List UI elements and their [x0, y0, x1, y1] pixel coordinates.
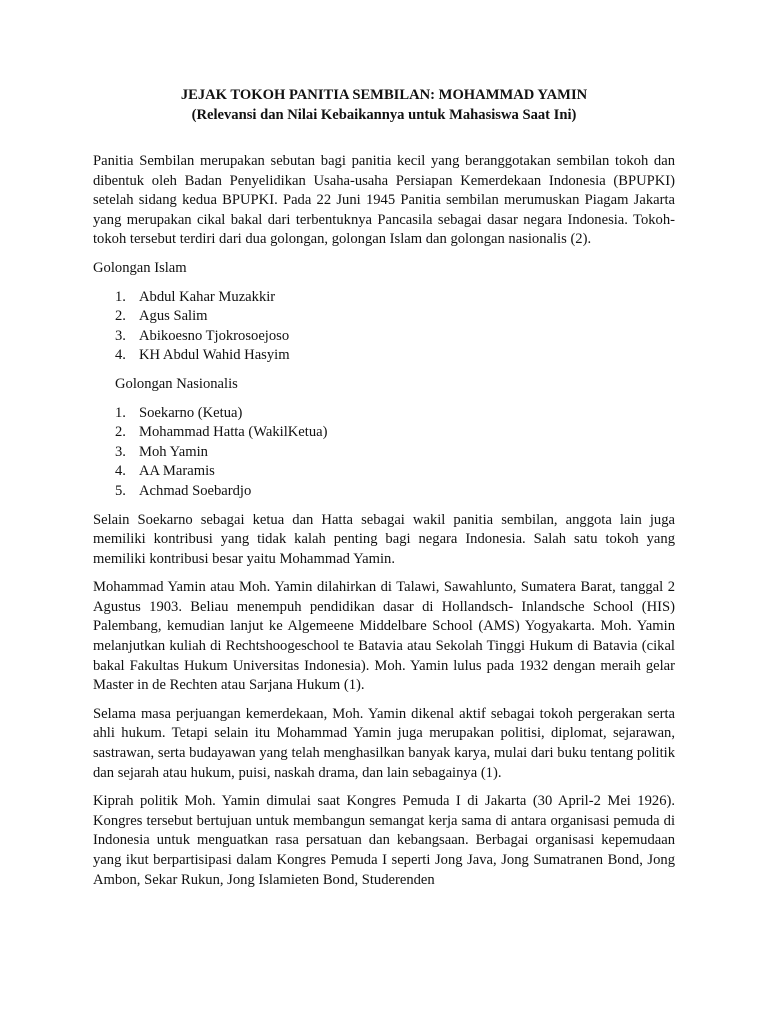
list-item [93, 288, 675, 308]
document-page [93, 86, 675, 899]
member-name: Soekarno (Ketua) [139, 404, 243, 421]
list-item [93, 482, 675, 502]
body-paragraph: Kiprah politik Moh. Yamin dimulai saat Kongres Pemuda I di Jakarta (30 April-2 Mei 1926). Kongres tersebut bertujuan untuk membangun semangat kerja sama di antara organisasi pemuda di Indonesia untuk menguatkan rasa persatuan dan kebangsaan. Berbagai organisasi kepemudaan yang ikut berpartisipasi dalam Kongres Pemuda I seperti Jong Java, Jong Sumatranen Bond, Jong Ambon, Sekar Rukun, Jong Islamieten Bond, Studerenden [93, 793, 675, 888]
list-number: 2. [115, 424, 126, 441]
list-item [93, 443, 675, 463]
nationalist-group-label: Golongan Nasionalis [115, 375, 238, 392]
list-item [93, 307, 675, 327]
member-name: AA Maramis [139, 463, 215, 480]
member-name: Mohammad Hatta (WakilKetua) [139, 424, 328, 441]
list-number: 3. [115, 443, 126, 460]
member-name: Abikoesno Tjokrosoejoso [139, 327, 290, 344]
member-name: Moh Yamin [139, 443, 208, 460]
list-item [93, 462, 675, 482]
list-item [93, 327, 675, 347]
list-item [93, 346, 675, 366]
member-name: Abdul Kahar Muzakkir [139, 288, 276, 305]
list-number: 2. [115, 308, 126, 325]
list-number: 1. [115, 288, 126, 305]
body-paragraph: Selama masa perjuangan kemerdekaan, Moh. Yamin dikenal aktif sebagai tokoh pergerakan serta ahli hukum. Tetapi selain itu Mohammad Yamin juga merupakan politisi, diplomat, sejarawan, sastrawan, serta budayawan yang telah menghasilkan banyak karya, mulai dari buku tentang politik dan sejarah atau hukum, puisi, naskah drama, dan lain sebagainya (1). [93, 705, 675, 781]
member-name: Achmad Soebardjo [139, 482, 252, 499]
body-paragraph: Selain Soekarno sebagai ketua dan Hatta sebagai wakil panitia sembilan, anggota lain juga memiliki kontribusi yang tidak kalah penting bagi negara Indonesia. Salah satu tokoh yang memiliki kontribusi besar yaitu Mohammad Yamin. [93, 511, 675, 567]
document-subtitle: (Relevansi dan Nilai Kebaikannya untuk Mahasiswa Saat Ini) [191, 106, 577, 123]
list-number: 3. [115, 327, 126, 344]
islam-member-list [93, 288, 675, 366]
nationalist-member-list [93, 404, 675, 502]
intro-paragraph: Panitia Sembilan merupakan sebutan bagi panitia kecil yang beranggotakan sembilan tokoh dan dibentuk oleh Badan Penyelidikan Usaha-usaha Persiapan Kemerdekaan Indonesia (BPUPKI) setelah sidang kedua BPUPKI. Pada 22 Juni 1945 Panitia sembilan merumuskan Piagam Jakarta yang merupakan cikal bakal dari terbentuknya Pancasila sebagai dasar negara Indonesia. Tokoh-tokoh tersebut terdiri dari dua golongan, golongan Islam dan golongan nasionalis (2). [93, 153, 675, 248]
member-name: Agus Salim [139, 308, 208, 325]
list-number: 4. [115, 463, 126, 480]
list-item [93, 404, 675, 424]
islam-group-label: Golongan Islam [93, 259, 187, 276]
member-name: KH Abdul Wahid Hasyim [139, 347, 290, 364]
list-number: 4. [115, 347, 126, 364]
list-item [93, 423, 675, 443]
body-paragraph: Mohammad Yamin atau Moh. Yamin dilahirkan di Talawi, Sawahlunto, Sumatera Barat, tanggal 2 Agustus 1903. Beliau menempuh pendidikan dasar di Hollandsch- Inlandsche School (HIS) Palembang, kemudian lanjut ke Algemeene Middelbare School (AMS) Yogyakarta. Moh. Yamin melanjutkan kuliah di Rechtshoogeschool te Batavia atau Sekolah Tinggi Hukum di Batavia (cikal bakal Fakultas Hukum Universitas Indonesia). Moh. Yamin lulus pada 1932 dengan meraih gelar Master in de Rechten atau Sarjana Hukum (1). [93, 579, 675, 694]
document-title: JEJAK TOKOH PANITIA SEMBILAN: MOHAMMAD YAMIN [180, 87, 588, 103]
list-number: 1. [115, 404, 126, 421]
list-number: 5. [115, 482, 126, 499]
